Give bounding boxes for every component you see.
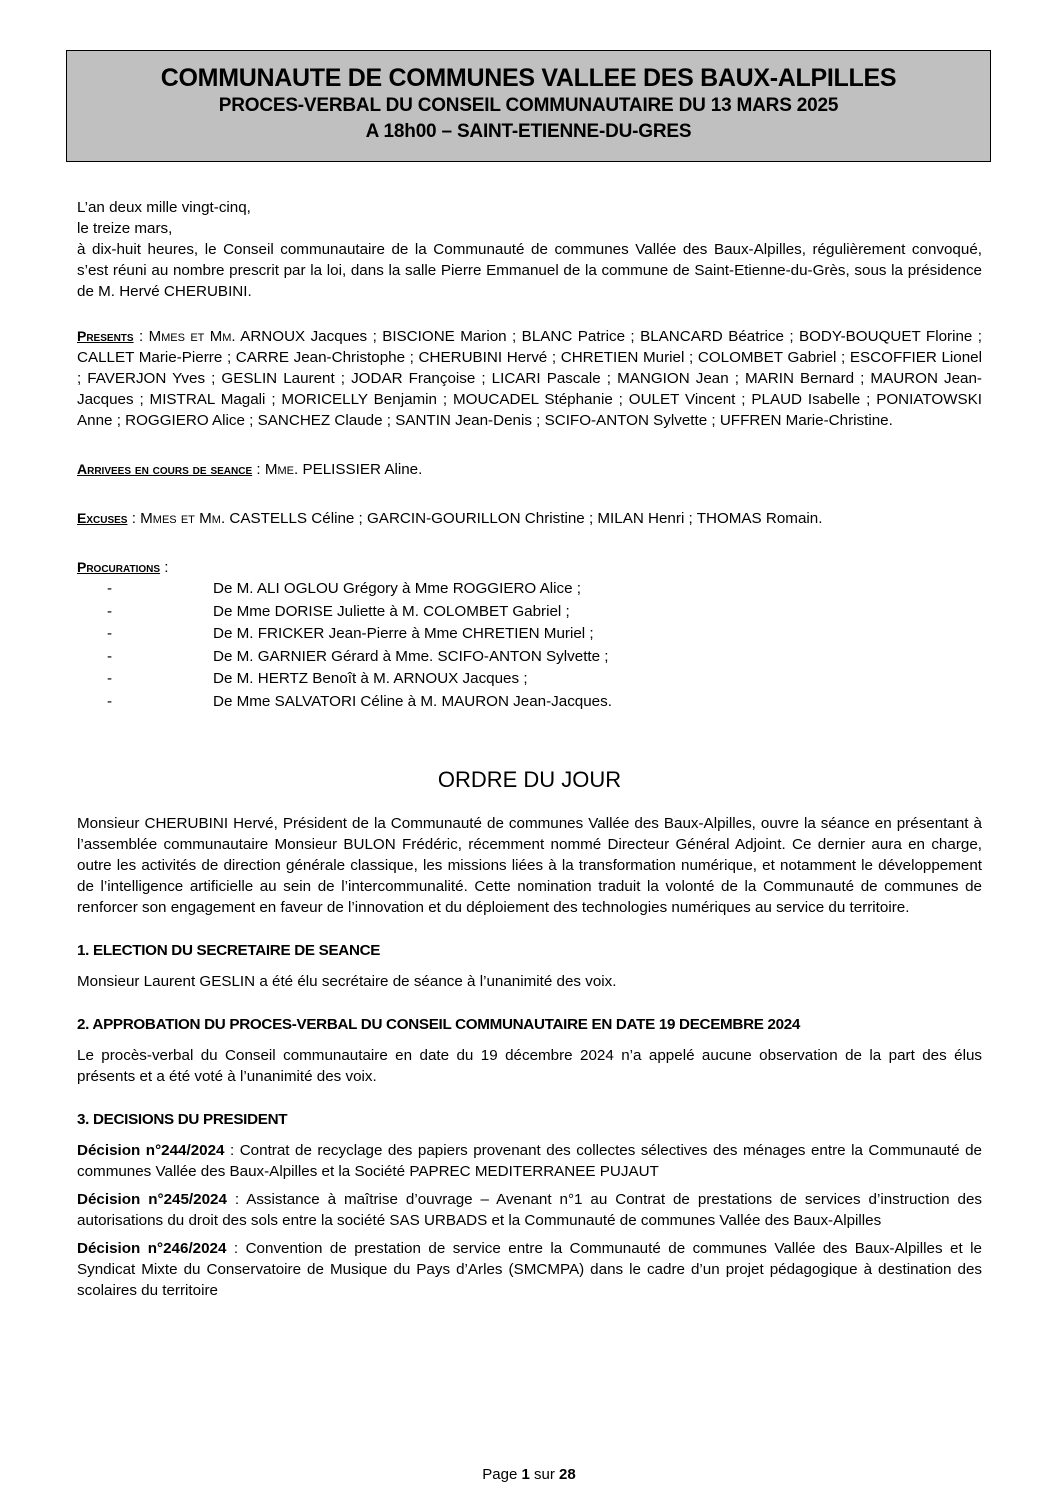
ordre-du-jour-paragraph: Monsieur CHERUBINI Hervé, Président de la Communauté de communes Vallée des Baux-Alpilles, ouvre la séance en présentant à l’assemblée communautaire Monsieur BULON Frédéric, récemment nommé Directeur Général Adjoint. Ce dernier aura en charge, outre les activités de direction générale classique, les missions liées à la transformation numérique, et notamment le développement de l’intelligence artificielle au sein de l’intercommunalité. Cette nomination traduit la volonté de la Communauté de communes de renforcer son engagement en faveur de l’innovation et du déploiement des technologies numériques au service du territoire.: [77, 815, 982, 916]
procurations-label: Procurations: [77, 559, 161, 575]
decision-label: Décision n°245/2024: [77, 1191, 227, 1208]
procurations-list: [77, 578, 982, 713]
presents-paragraph: Presents : Mmes et Mm. ARNOUX Jacques ; BISCIONE Marion ; BLANC Patrice ; BLANCARD Béatrice ; BODY-BOUQUET Florine ; CALLET Marie-Pierre ; CARRE Jean-Christophe ; CHERUBINI Hervé ; CHRETIEN Muriel ; COLOMBET Gabriel ; ESCOFFIER Lionel ; FAVERJON Yves ; GESLIN Laurent ; JODAR Françoise ; LICARI Pascale ; MANGION Jean ; MARIN Bernard ; MAURON Jean-Jacques ; MISTRAL Magali ; MORICELLY Benjamin ; MOUCADEL Stéphanie ; OULET Vincent ; PLAUD Isabelle ; PONIATOWSKI Anne ; ROGGIERO Alice ; SANCHEZ Claude ; SANTIN Jean-Denis ; SCIFO-ANTON Sylvette ; UFFREN Marie-Christine.: [77, 328, 982, 429]
presents-label: Presents: [77, 328, 134, 344]
intro-paragraph: à dix-huit heures, le Conseil communautaire de la Communauté de communes Vallée des Baux-Alpilles, régulièrement convoqué, s’est réuni au nombre prescrit par la loi, dans la salle Pierre Emmanuel de la commune de Saint-Etienne-du-Grès, sous la présidence de M. Hervé CHERUBINI.: [77, 241, 982, 300]
decision-text: : Assistance à maîtrise d’ouvrage – Avenant n°1 au Contrat de prestations de services d’instruction des autorisations du droit des sols entre la société SAS URBADS et la Communauté de communes Vallée des Baux-Alpilles: [77, 1191, 982, 1229]
excuses-paragraph: Excuses : Mmes et Mm. CASTELLS Céline ; GARCIN-GOURILLON Christine ; MILAN Henri ; THOMAS Romain.: [77, 510, 823, 527]
presents-prefix: Mmes et Mm.: [148, 328, 236, 345]
page-total: 28: [559, 1466, 576, 1483]
decision-text: : Contrat de recyclage des papiers provenant des collectes sélectives des ménages entre la Communauté de communes Vallée des Baux-Alpilles et la Société PAPREC MEDITERRANEE PUJAUT: [77, 1142, 982, 1180]
arrivees-list: PELISSIER Aline.: [302, 461, 423, 478]
arrivees-paragraph: Arrivees en cours de seance : Mme. PELISSIER Aline.: [77, 461, 423, 478]
page-word: Page: [482, 1466, 518, 1483]
presents-list: ARNOUX Jacques ; BISCIONE Marion ; BLANC Patrice ; BLANCARD Béatrice ; BODY-BOUQUET Florine ; CALLET Marie-Pierre ; CARRE Jean-Christophe ; CHERUBINI Hervé ; CHRETIEN Muriel ; COLOMBET Gabriel ; ESCOFFIER Lionel ; FAVERJON Yves ; GESLIN Laurent ; JODAR Françoise ; LICARI Pascale ; MANGION Jean ; MARIN Bernard ; MAURON Jean-Jacques ; MISTRAL Magali ; MORICELLY Benjamin ; MOUCADEL Stéphanie ; OULET Vincent ; PLAUD Isabelle ; PONIATOWSKI Anne ; ROGGIERO Alice ; SANCHEZ Claude ; SANTIN Jean-Denis ; SCIFO-ANTON Sylvette ; UFFREN Marie-Christine.: [77, 328, 982, 429]
ordre-du-jour-title: ORDRE DU JOUR: [437, 767, 622, 792]
of-word: sur: [534, 1466, 555, 1483]
list-item: - De Mme SALVATORI Céline à M. MAURON Jean-Jacques.: [107, 692, 612, 710]
section-2-text: Le procès-verbal du Conseil communautaire en date du 19 décembre 2024 n’a appelé aucune observation de la part des élus présents et a été voté à l’unanimité des voix.: [77, 1047, 982, 1085]
decision-text: : Convention de prestation de service entre la Communauté de communes Vallée des Baux-Alpilles et le Syndicat Mixte du Conservatoire de Musique du Pays d’Arles (SMCMPA) dans le cadre d’un projet pédagogique à destination des scolaires du territoire: [77, 1240, 982, 1299]
excuses-label: Excuses: [77, 510, 128, 526]
section-2-title: 2. APPROBATION DU PROCES-VERBAL DU CONSEIL COMMUNAUTAIRE EN DATE 19 DECEMBRE 2024: [77, 1016, 801, 1033]
decision-244: [77, 1140, 982, 1182]
section-1-text: Monsieur Laurent GESLIN a été élu secrétaire de séance à l’unanimité des voix.: [77, 973, 617, 990]
decision-label: Décision n°244/2024: [77, 1142, 225, 1159]
arrivees-prefix: Mme.: [264, 461, 299, 478]
page-footer: [0, 1466, 1058, 1483]
document-body: [77, 197, 982, 1301]
intro-date: le treize mars,: [77, 220, 173, 237]
list-item: - De M. HERTZ Benoît à M. ARNOUX Jacques ;: [107, 670, 528, 687]
header-time-place: A 18h00 – SAINT-ETIENNE-DU-GRES: [365, 121, 692, 142]
list-item: - De Mme DORISE Juliette à M. COLOMBET Gabriel ;: [107, 602, 570, 620]
excuses-list: CASTELLS Céline ; GARCIN-GOURILLON Christine ; MILAN Henri ; THOMAS Romain.: [229, 510, 823, 527]
decision-label: Décision n°246/2024: [77, 1240, 227, 1257]
section-1-title: 1. ELECTION DU SECRETAIRE DE SEANCE: [77, 942, 381, 959]
list-item: - De M. ALI OGLOU Grégory à Mme ROGGIERO Alice ;: [107, 580, 581, 597]
excuses-prefix: Mmes et Mm.: [140, 510, 226, 527]
document-header: [66, 50, 991, 162]
page-number: 1: [521, 1466, 530, 1483]
header-title: COMMUNAUTE DE COMMUNES VALLEE DES BAUX-ALPILLES: [160, 64, 897, 92]
decision-246: [77, 1238, 982, 1301]
decision-245: [77, 1189, 982, 1231]
arrivees-label: Arrivees en cours de seance: [77, 461, 253, 477]
list-item: - De M. GARNIER Gérard à Mme. SCIFO-ANTON Sylvette ;: [107, 647, 609, 665]
intro-year: L’an deux mille vingt-cinq,: [77, 199, 251, 216]
section-3-title: 3. DECISIONS DU PRESIDENT: [77, 1111, 288, 1128]
procurations-heading: Procurations :: [77, 559, 169, 576]
header-subtitle: PROCES-VERBAL DU CONSEIL COMMUNAUTAIRE DU 13 MARS 2025: [218, 95, 839, 116]
list-item: - De M. FRICKER Jean-Pierre à Mme CHRETIEN Muriel ;: [107, 625, 594, 642]
